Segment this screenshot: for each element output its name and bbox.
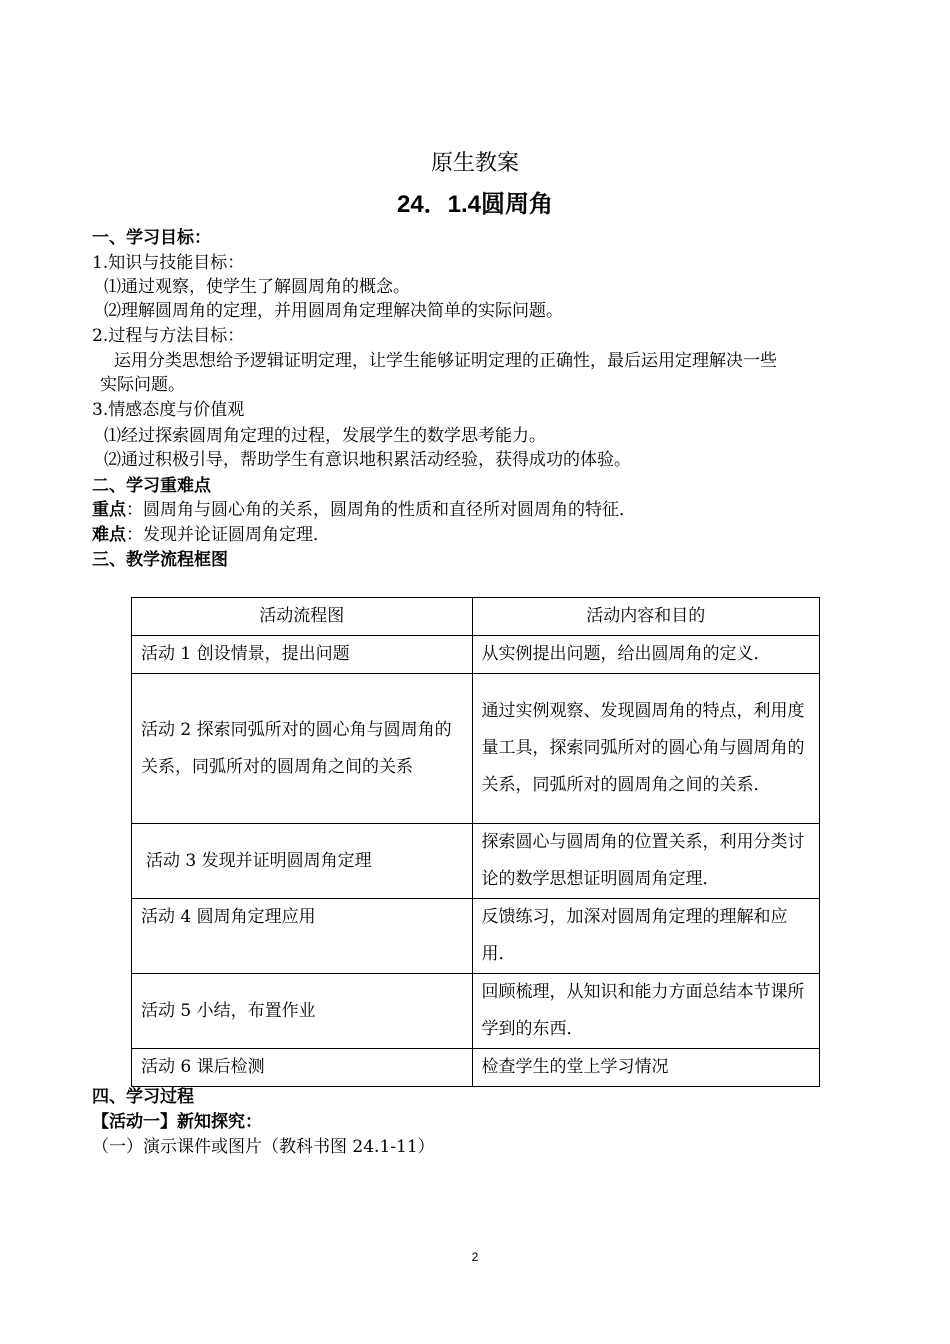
table-row bbox=[132, 636, 820, 674]
table-cell-activity: 活动 5 小结，布置作业 bbox=[132, 974, 473, 1049]
goal1-item2: ⑵理解圆周角的定理，并用圆周角定理解决简单的实际问题。 bbox=[104, 301, 563, 321]
table-header-row bbox=[132, 598, 820, 636]
goal3-item2: ⑵通过积极引导，帮助学生有意识地积累活动经验，获得成功的体验。 bbox=[104, 450, 631, 470]
key-point-label: 重点 bbox=[92, 500, 126, 520]
table-cell-activity: 活动 2 探索同弧所对的圆心角与圆周角的关系，同弧所对的圆周角之间的关系 bbox=[132, 674, 473, 824]
table-cell-activity: 活动 6 课后检测 bbox=[132, 1049, 473, 1087]
key-point-line bbox=[92, 498, 636, 522]
table-cell-purpose: 通过实例观察、发现圆周角的特点，利用度量工具，探索同弧所对的圆心角与圆周角的关系，同弧所对的圆周角之间的关系． bbox=[472, 674, 819, 824]
table-cell-activity: 活动 1 创设情景，提出问题 bbox=[132, 636, 473, 674]
page-number: 2 bbox=[471, 1250, 479, 1264]
table-cell-activity: 活动 4 圆周角定理应用 bbox=[132, 899, 473, 974]
goal3-item1: ⑴经过探索圆周角定理的过程，发展学生的数学思考能力。 bbox=[104, 426, 546, 446]
section-heading-goals: 一、学习目标： bbox=[92, 228, 211, 247]
section-heading-keypoints: 二、学习重难点 bbox=[92, 476, 211, 495]
section-heading-flowchart: 三、教学流程框图 bbox=[92, 550, 228, 569]
table-row bbox=[132, 974, 820, 1049]
key-point-text: ：圆周角与圆心角的关系，圆周角的性质和直径所对圆周角的特征． bbox=[126, 500, 636, 520]
difficult-point-line bbox=[92, 523, 330, 547]
table-row bbox=[132, 674, 820, 824]
goal2-line2: 实际问题。 bbox=[100, 375, 185, 395]
table-cell-purpose: 从实例提出问题，给出圆周角的定义． bbox=[472, 636, 819, 674]
table-cell-activity: 活动 3 发现并证明圆周角定理 bbox=[132, 824, 473, 899]
goal2-line1: 运用分类思想给予逻辑证明定理，让学生能够证明定理的正确性，最后运用定理解决一些 bbox=[114, 351, 777, 371]
table-header-cell: 活动内容和目的 bbox=[472, 598, 819, 636]
difficult-point-text: ：发现并论证圆周角定理． bbox=[126, 525, 330, 545]
table-row bbox=[132, 824, 820, 899]
flow-table bbox=[131, 597, 820, 1087]
table-cell-purpose: 反馈练习，加深对圆周角定理的理解和应用． bbox=[472, 899, 819, 974]
table-cell-purpose: 探索圆心与圆周角的位置关系，利用分类讨论的数学思想证明圆周角定理． bbox=[472, 824, 819, 899]
difficult-point-label: 难点 bbox=[92, 525, 126, 545]
goal1-title: 1.知识与技能目标： bbox=[92, 253, 245, 273]
activity-one-title: 【活动一】新知探究： bbox=[92, 1112, 262, 1132]
document-title: 原生教案 bbox=[430, 151, 519, 176]
table-cell-purpose: 回顾梳理，从知识和能力方面总结本节课所学到的东西． bbox=[472, 974, 819, 1049]
lesson-title: 24．1.4圆周角 bbox=[396, 191, 554, 218]
table-row bbox=[132, 899, 820, 974]
section-heading-process: 四、学习过程 bbox=[92, 1087, 194, 1106]
table-cell-purpose: 检查学生的堂上学习情况 bbox=[472, 1049, 819, 1087]
activity-one-item: （一）演示课件或图片（教科书图 24.1-11） bbox=[92, 1137, 435, 1157]
goal2-title: 2.过程与方法目标： bbox=[92, 326, 245, 346]
goal3-title: 3.情感态度与价值观 bbox=[92, 400, 245, 420]
table-row bbox=[132, 1049, 820, 1087]
table-header-cell: 活动流程图 bbox=[132, 598, 473, 636]
goal1-item1: ⑴通过观察，使学生了解圆周角的概念。 bbox=[104, 277, 410, 297]
